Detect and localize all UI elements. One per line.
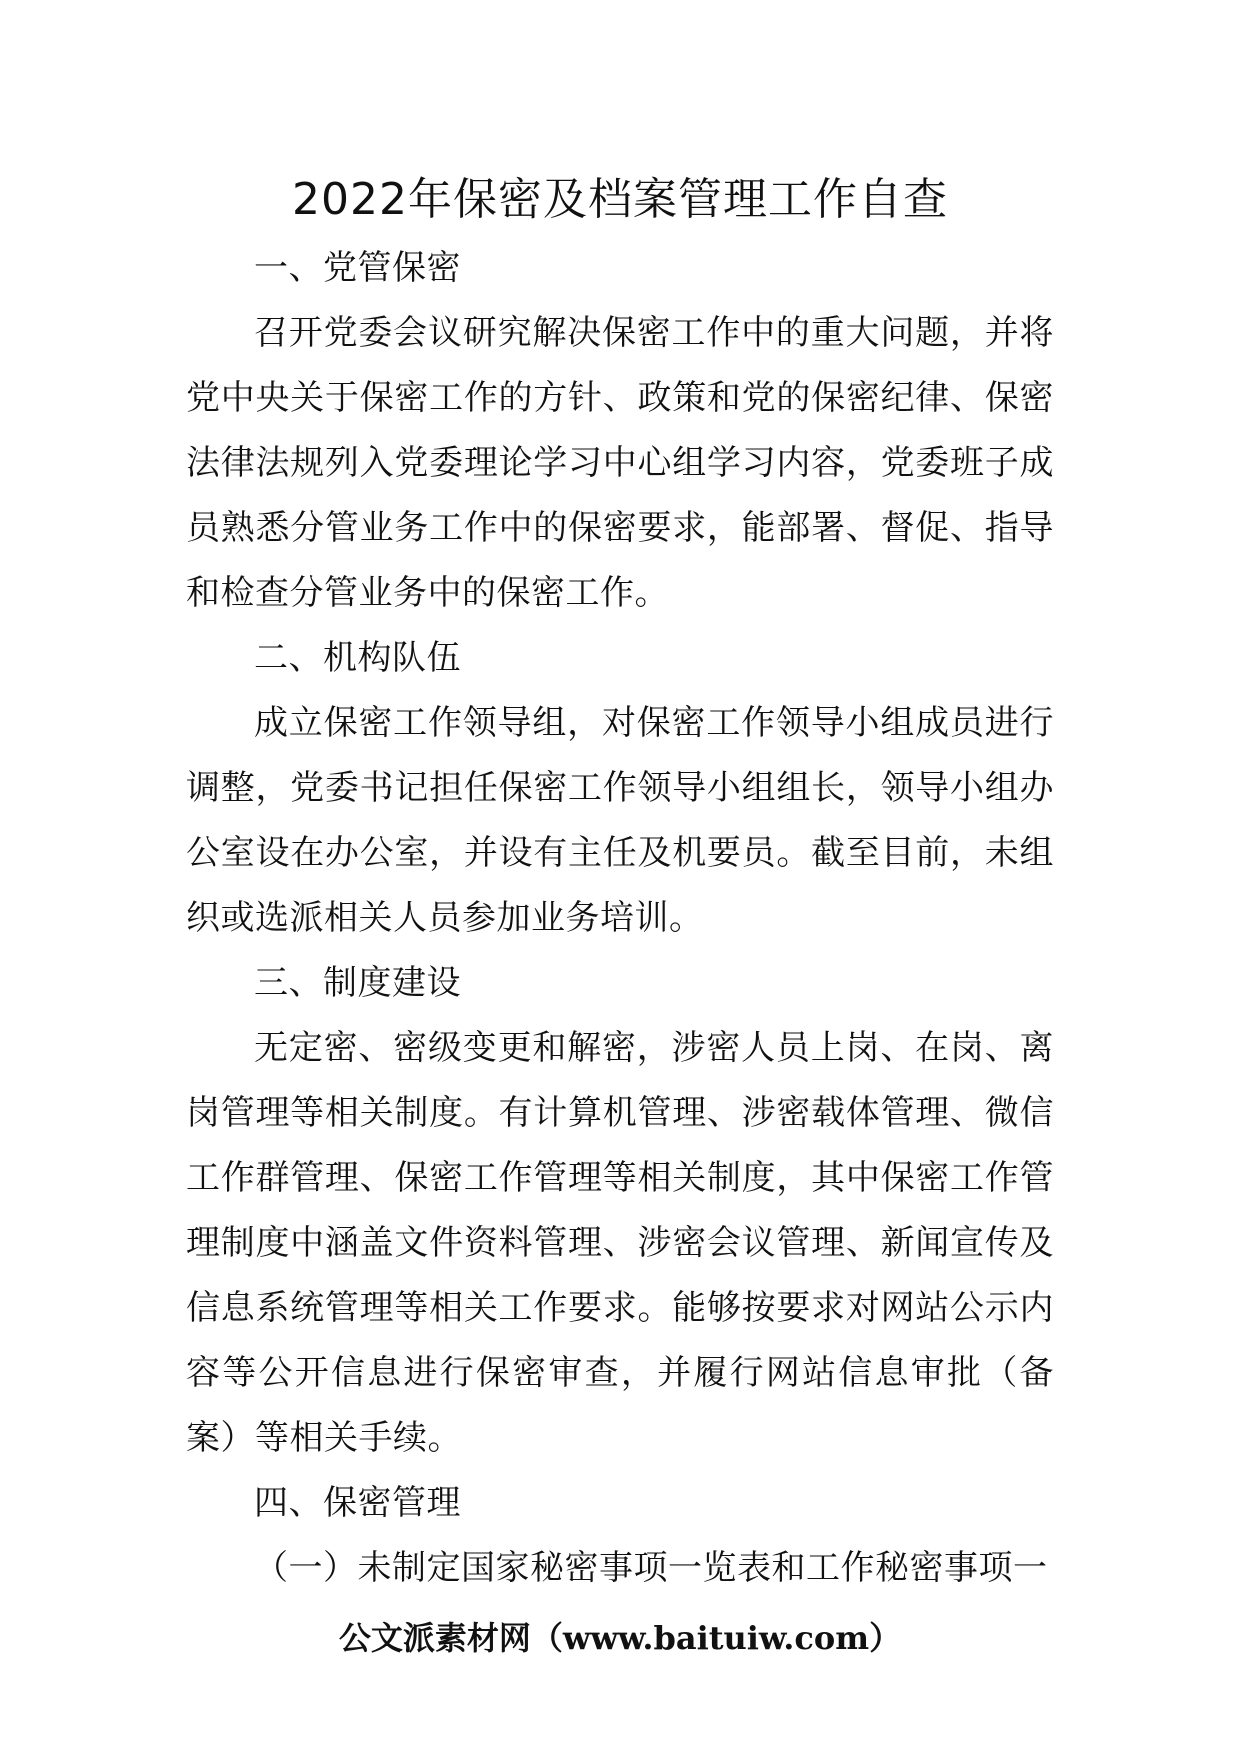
section-heading: 三、制度建设 bbox=[254, 963, 461, 1003]
section-heading: 四、保密管理 bbox=[254, 1483, 461, 1523]
document-title: 2022年保密及档案管理工作自查 bbox=[292, 174, 948, 225]
footer-watermark: 公文派素材网（www.baituiw.com） bbox=[338, 1619, 902, 1657]
section-paragraph: （一）未制定国家秘密事项一览表和工作秘密事项一 bbox=[254, 1548, 1048, 1588]
section-heading: 一、党管保密 bbox=[254, 248, 461, 288]
section-heading: 二、机构队伍 bbox=[254, 638, 461, 678]
section-paragraph: 召开党委会议研究解决保密工作中的重大问题，并将党中央关于保密工作的方针、政策和党的保密纪律、保密法律法规列入党委理论学习中心组学习内容，党委班子成员熟悉分管业务工作中的保密要求，能部署、督促、指导和检查分管业务中的保密工作。 bbox=[186, 313, 1054, 613]
section-paragraph: 无定密、密级变更和解密，涉密人员上岗、在岗、离岗管理等相关制度。有计算机管理、涉密载体管理、微信工作群管理、保密工作管理等相关制度，其中保密工作管理制度中涵盖文件资料管理、涉密会议管理、新闻宣传及信息系统管理等相关工作要求。能够按要求对网站公示内容等公开信息进行保密审查，并履行网站信息审批（备案）等相关手续。 bbox=[186, 1028, 1054, 1458]
document-body bbox=[186, 236, 1054, 1601]
section-paragraph: 成立保密工作领导组，对保密工作领导小组成员进行调整，党委书记担任保密工作领导小组组长，领导小组办公室设在办公室，并设有主任及机要员。截至目前，未组织或选派相关人员参加业务培训。 bbox=[186, 703, 1054, 938]
